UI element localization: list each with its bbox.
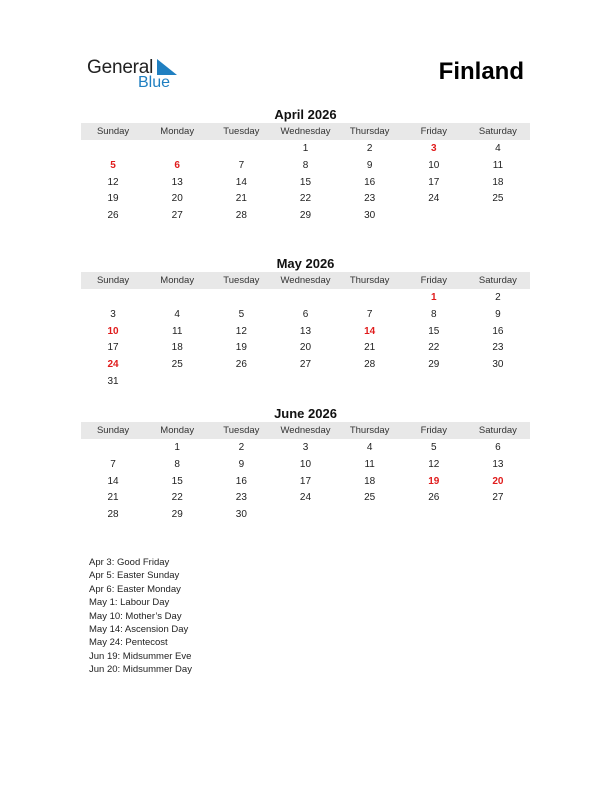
- day-cell: 11: [364, 458, 375, 470]
- day-cell: 24: [428, 193, 440, 205]
- day-cell: 19: [235, 342, 247, 354]
- day-cell: 13: [171, 176, 183, 188]
- day-cell: 20: [492, 475, 504, 487]
- day-cell: 24: [299, 492, 312, 504]
- empty-day-cell: [402, 207, 466, 224]
- day-cell: 27: [492, 492, 504, 504]
- weekday-label: Sunday: [96, 126, 130, 137]
- day-cell: 17: [299, 475, 312, 487]
- weekday-header-row: [81, 272, 530, 289]
- day-cell: 25: [492, 193, 504, 205]
- day-cell: 30: [364, 210, 376, 222]
- empty-day-cell: [338, 373, 402, 390]
- holiday-entry: May 14: Ascension Day: [89, 624, 189, 636]
- day-cell: 16: [364, 176, 376, 188]
- weekday-label: Wednesday: [280, 126, 331, 137]
- day-cell: 26: [428, 492, 440, 504]
- day-cell: 18: [171, 342, 183, 354]
- day-cell: 4: [366, 442, 373, 453]
- country-title: Finland: [438, 58, 524, 85]
- day-cell: 14: [107, 475, 119, 487]
- empty-day-cell: [145, 373, 209, 390]
- day-cell: 17: [428, 176, 440, 188]
- week-row: [81, 174, 530, 191]
- holiday-entry: Apr 6: Easter Monday: [89, 583, 181, 595]
- week-row: [81, 456, 530, 473]
- day-cell: 6: [174, 159, 180, 171]
- week-row: [81, 473, 530, 490]
- month-title: May 2026: [276, 256, 335, 271]
- weekday-label: Monday: [160, 275, 195, 286]
- day-cell: 3: [430, 143, 437, 154]
- weekday-header-row: [81, 422, 530, 439]
- week-row: [81, 323, 530, 340]
- empty-day-cell: [402, 373, 466, 390]
- month-april: [81, 107, 530, 224]
- day-cell: 29: [171, 509, 183, 521]
- weekday-label: Monday: [160, 126, 195, 137]
- day-cell: 12: [235, 325, 247, 337]
- week-row: [81, 190, 530, 207]
- empty-day-cell: [466, 207, 530, 224]
- empty-day-cell: [145, 289, 209, 306]
- logo-text-general: General: [87, 57, 154, 78]
- holiday-entry: Apr 3: Good Friday: [89, 557, 170, 568]
- day-cell: 5: [238, 308, 245, 320]
- day-cell: 9: [366, 159, 373, 171]
- empty-day-cell: [209, 373, 273, 390]
- day-cell: 22: [299, 193, 312, 205]
- day-cell: 27: [299, 359, 312, 371]
- day-cell: 11: [492, 159, 504, 171]
- month-title: June 2026: [274, 406, 337, 421]
- day-cell: 17: [107, 342, 119, 354]
- day-cell: 19: [428, 475, 440, 487]
- empty-day-cell: [466, 506, 530, 523]
- day-cell: 2: [238, 442, 245, 453]
- empty-day-cell: [209, 289, 273, 306]
- day-cell: 21: [107, 492, 119, 504]
- empty-day-cell: [81, 140, 145, 157]
- day-cell: 12: [428, 458, 440, 470]
- holiday-list: [89, 556, 192, 677]
- day-cell: 3: [302, 442, 309, 453]
- day-cell: 1: [174, 442, 180, 453]
- day-cell: 29: [428, 359, 440, 371]
- weekday-label: Saturday: [478, 126, 517, 137]
- empty-day-cell: [81, 439, 145, 456]
- day-cell: 19: [107, 193, 119, 205]
- weekday-label: Friday: [420, 126, 447, 137]
- empty-day-cell: [338, 289, 402, 306]
- empty-day-cell: [466, 373, 530, 390]
- day-cell: 11: [172, 325, 183, 337]
- day-cell: 15: [428, 325, 440, 337]
- day-cell: 5: [430, 442, 437, 453]
- day-cell: 21: [235, 193, 247, 205]
- day-cell: 25: [171, 359, 183, 371]
- day-cell: 13: [299, 325, 312, 337]
- week-row: [81, 506, 530, 523]
- week-row: [81, 207, 530, 224]
- day-cell: 3: [110, 308, 116, 320]
- day-cell: 6: [495, 442, 501, 453]
- week-row: [81, 356, 530, 373]
- week-row: [81, 157, 530, 174]
- weekday-label: Friday: [420, 425, 447, 436]
- day-cell: 14: [364, 325, 376, 337]
- day-cell: 9: [238, 458, 245, 470]
- empty-day-cell: [273, 506, 337, 523]
- logo-triangle-icon: [157, 59, 177, 75]
- day-cell: 16: [492, 325, 504, 337]
- day-cell: 22: [428, 342, 440, 354]
- logo: [87, 57, 187, 93]
- day-cell: 23: [235, 492, 247, 504]
- day-cell: 2: [495, 292, 501, 303]
- month-title: April 2026: [274, 107, 337, 122]
- week-row: [81, 489, 530, 506]
- holiday-entry: May 1: Labour Day: [89, 597, 170, 609]
- day-cell: 7: [110, 458, 116, 470]
- day-cell: 4: [495, 143, 501, 154]
- empty-day-cell: [81, 289, 145, 306]
- weekday-label: Wednesday: [280, 425, 331, 436]
- holiday-entry: Jun 19: Midsummer Eve: [89, 650, 192, 662]
- day-cell: 23: [492, 342, 504, 354]
- week-row: [81, 306, 530, 323]
- day-cell: 13: [492, 458, 504, 470]
- day-cell: 20: [171, 193, 183, 205]
- weekday-label: Tuesday: [223, 425, 260, 436]
- day-cell: 28: [364, 359, 376, 371]
- empty-day-cell: [145, 140, 209, 157]
- weekday-label: Sunday: [96, 425, 130, 436]
- day-cell: 6: [302, 308, 309, 320]
- empty-day-cell: [273, 289, 337, 306]
- day-cell: 22: [171, 492, 183, 504]
- day-cell: 9: [495, 308, 501, 320]
- day-cell: 25: [364, 492, 376, 504]
- day-cell: 7: [238, 159, 245, 171]
- day-cell: 2: [366, 143, 373, 154]
- empty-day-cell: [273, 373, 337, 390]
- week-row: [81, 373, 530, 390]
- day-cell: 18: [492, 176, 504, 188]
- weekday-label: Tuesday: [223, 275, 260, 286]
- weekday-label: Monday: [160, 425, 195, 436]
- day-cell: 5: [110, 159, 116, 171]
- holiday-entry: May 24: Pentecost: [89, 637, 168, 649]
- holiday-entry: Apr 5: Easter Sunday: [89, 570, 180, 582]
- month-june: [81, 406, 530, 523]
- day-cell: 12: [107, 176, 119, 188]
- day-cell: 20: [299, 342, 312, 354]
- month-may: [81, 256, 530, 390]
- day-cell: 4: [174, 308, 180, 320]
- day-cell: 7: [366, 308, 373, 320]
- weekday-label: Wednesday: [280, 275, 331, 286]
- holiday-entry: Jun 20: Midsummer Day: [89, 664, 192, 676]
- day-cell: 8: [174, 458, 180, 470]
- day-cell: 8: [302, 159, 309, 171]
- empty-day-cell: [402, 506, 466, 523]
- day-cell: 28: [107, 509, 119, 521]
- day-cell: 1: [430, 292, 437, 303]
- day-cell: 31: [107, 375, 119, 387]
- empty-day-cell: [209, 140, 273, 157]
- day-cell: 26: [107, 210, 119, 222]
- day-cell: 15: [299, 176, 312, 188]
- day-cell: 30: [235, 509, 247, 521]
- day-cell: 18: [364, 475, 376, 487]
- weekday-label: Thursday: [349, 126, 390, 137]
- day-cell: 8: [430, 308, 437, 320]
- weekday-label: Saturday: [478, 425, 517, 436]
- day-cell: 30: [492, 359, 504, 371]
- weekday-label: Thursday: [349, 275, 390, 286]
- weekday-header-row: [81, 123, 530, 140]
- logo-text-blue: Blue: [138, 74, 171, 91]
- week-row: [81, 140, 530, 157]
- day-cell: 1: [302, 143, 309, 154]
- week-row: [81, 439, 530, 456]
- day-cell: 24: [107, 359, 119, 371]
- empty-day-cell: [338, 506, 402, 523]
- day-cell: 16: [235, 475, 247, 487]
- day-cell: 26: [235, 359, 247, 371]
- day-cell: 28: [235, 210, 247, 222]
- holiday-entry: May 10: Mother’s Day: [89, 610, 182, 622]
- weekday-label: Thursday: [349, 425, 390, 436]
- week-row: [81, 289, 530, 306]
- day-cell: 27: [171, 210, 183, 222]
- day-cell: 10: [107, 325, 119, 337]
- week-row: [81, 339, 530, 356]
- day-cell: 15: [171, 475, 183, 487]
- weekday-label: Friday: [420, 275, 447, 286]
- day-cell: 10: [428, 159, 440, 171]
- day-cell: 23: [364, 193, 376, 205]
- day-cell: 10: [299, 458, 312, 470]
- weekday-label: Tuesday: [223, 126, 260, 137]
- day-cell: 21: [364, 342, 376, 354]
- day-cell: 14: [235, 176, 247, 188]
- day-cell: 29: [299, 210, 312, 222]
- weekday-label: Saturday: [478, 275, 517, 286]
- weekday-label: Sunday: [96, 275, 130, 286]
